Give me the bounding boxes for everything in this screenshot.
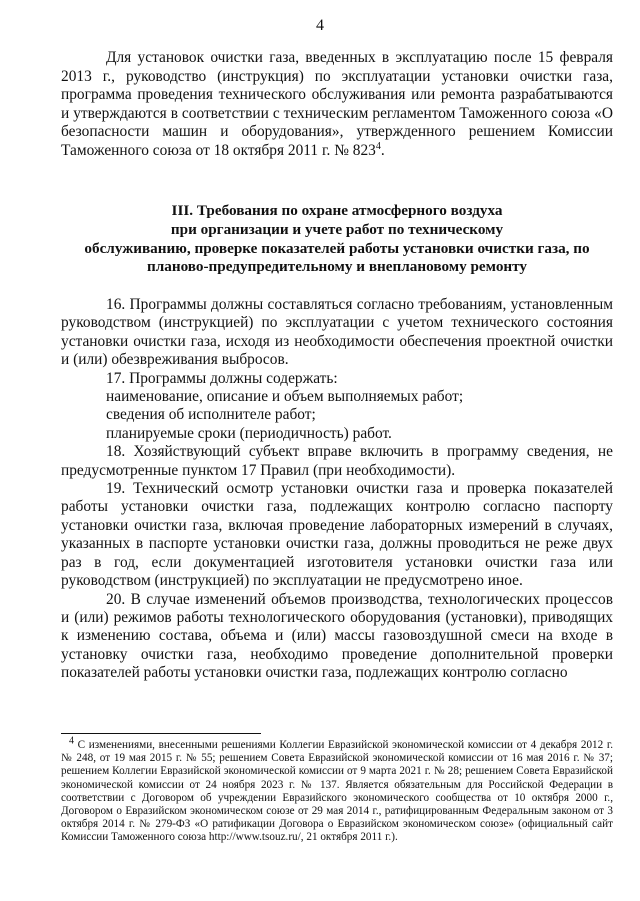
paragraph-17-item-2: сведения об исполнителе работ; [106,406,316,424]
intro-body: Для установок очистки газа, введенных в эксплуатацию после 15 февраля 2013 г., руководство (инструкция) по эксплуатации установки очистки газа, программа проведения технического обслуживания или ремонта разрабатываются и утверждаются в соответствии с техническим регламентом Таможенного союза «О безопасности машин и оборудования», утвержденного решением Комиссии Таможенного союза от 18 октября 2011 г. № 823 [61,49,613,159]
footnote-body: С изменениями, внесенными решениями Коллегии Евразийской экономической комиссии от 4 декабря 2012 г. № 248, от 19 мая 2015 г. № 55; решением Совета Евразийской экономической комиссии от 16 мая 2016 г. № 37; решением Коллегии Евразийской экономической комиссии от 9 марта 2021 г. № 28; решением Совета Евразийской экономической комиссии от 24 ноября 2023 г. № 137. Является обязательным для Российской Федерации в соответствии с Договором об учреждении Евразийского экономического сообщества от 10 октября 2000 г., Договором о Евразийском экономическом союзе от 29 мая 2014 г., ратифицированным Федеральным законом от 3 октября 2014 г. № 279-ФЗ «О ратификации Договора о Евразийском экономическом союзе» (официальный сайт Комиссии Таможенного союза http://www.tsouz.ru/, 21 октября 2011 г.). [61,739,613,844]
heading-line-1: III. Требования по охране атмосферного воздуха [171,202,503,219]
paragraph-16: 16. Программы должны составляться согласно требованиям, установленным руководством (инструкцией) по эксплуатации с учетом технического состояния установки очистки газа, исходя из необходимости обеспечения проектной очистки и (или) обезвреживания выбросов. [61,296,613,369]
page-number: 4 [316,17,324,34]
heading-line-3: обслуживанию, проверке показателей работы установки очистки газа, по [84,239,590,257]
intro-text [61,49,613,161]
footnote [61,735,613,845]
paragraph-20: 20. В случае изменений объемов производства, технологических процессов и (или) режимов работы технологического оборудования (установки), приводящих к изменению состава, объема и (или) массы газовоздушной смеси на входе в установку очистки газа, необходимо проведение дополнительной проверки показателей работы установки очистки газа, подлежащих контролю согласно [61,590,613,682]
intro-paragraph [61,49,613,161]
section-body [61,296,613,683]
intro-end: . [380,141,385,159]
paragraph-17-item-3: планируемые сроки (периодичность) работ. [106,424,392,442]
section-heading [61,202,613,277]
footnote-text [61,735,613,845]
heading-line-4: планово-предупредительному и внеплановому ремонту [146,258,528,276]
footnote-ref: 4 [375,140,381,152]
footnote-divider [61,733,261,734]
heading-line-2: при организации и учете работ по техническому [170,220,504,238]
paragraph-18: 18. Хозяйствующий субъект вправе включить в программу сведения, не предусмотренные пунктом 17 Правил (при необходимости). [61,443,613,479]
footnote-marker: 4 [69,735,74,747]
paragraph-17: 17. Программы должны содержать: [106,369,338,387]
paragraph-17-item-1: наименование, описание и объем выполняемых работ; [106,388,464,406]
paragraph-19: 19. Технический осмотр установки очистки газа и проверка показателей работы установки очистки газа, подлежащих контролю согласно паспорту установки очистки газа, включая проведение лабораторных измерений в случаях, указанных в паспорте установки очистки газа, должны проводиться не реже двух раз в год, если документацией изготовителя установки очистки газа или руководством (инструкцией) по эксплуатации не предусмотрено иное. [61,480,613,590]
